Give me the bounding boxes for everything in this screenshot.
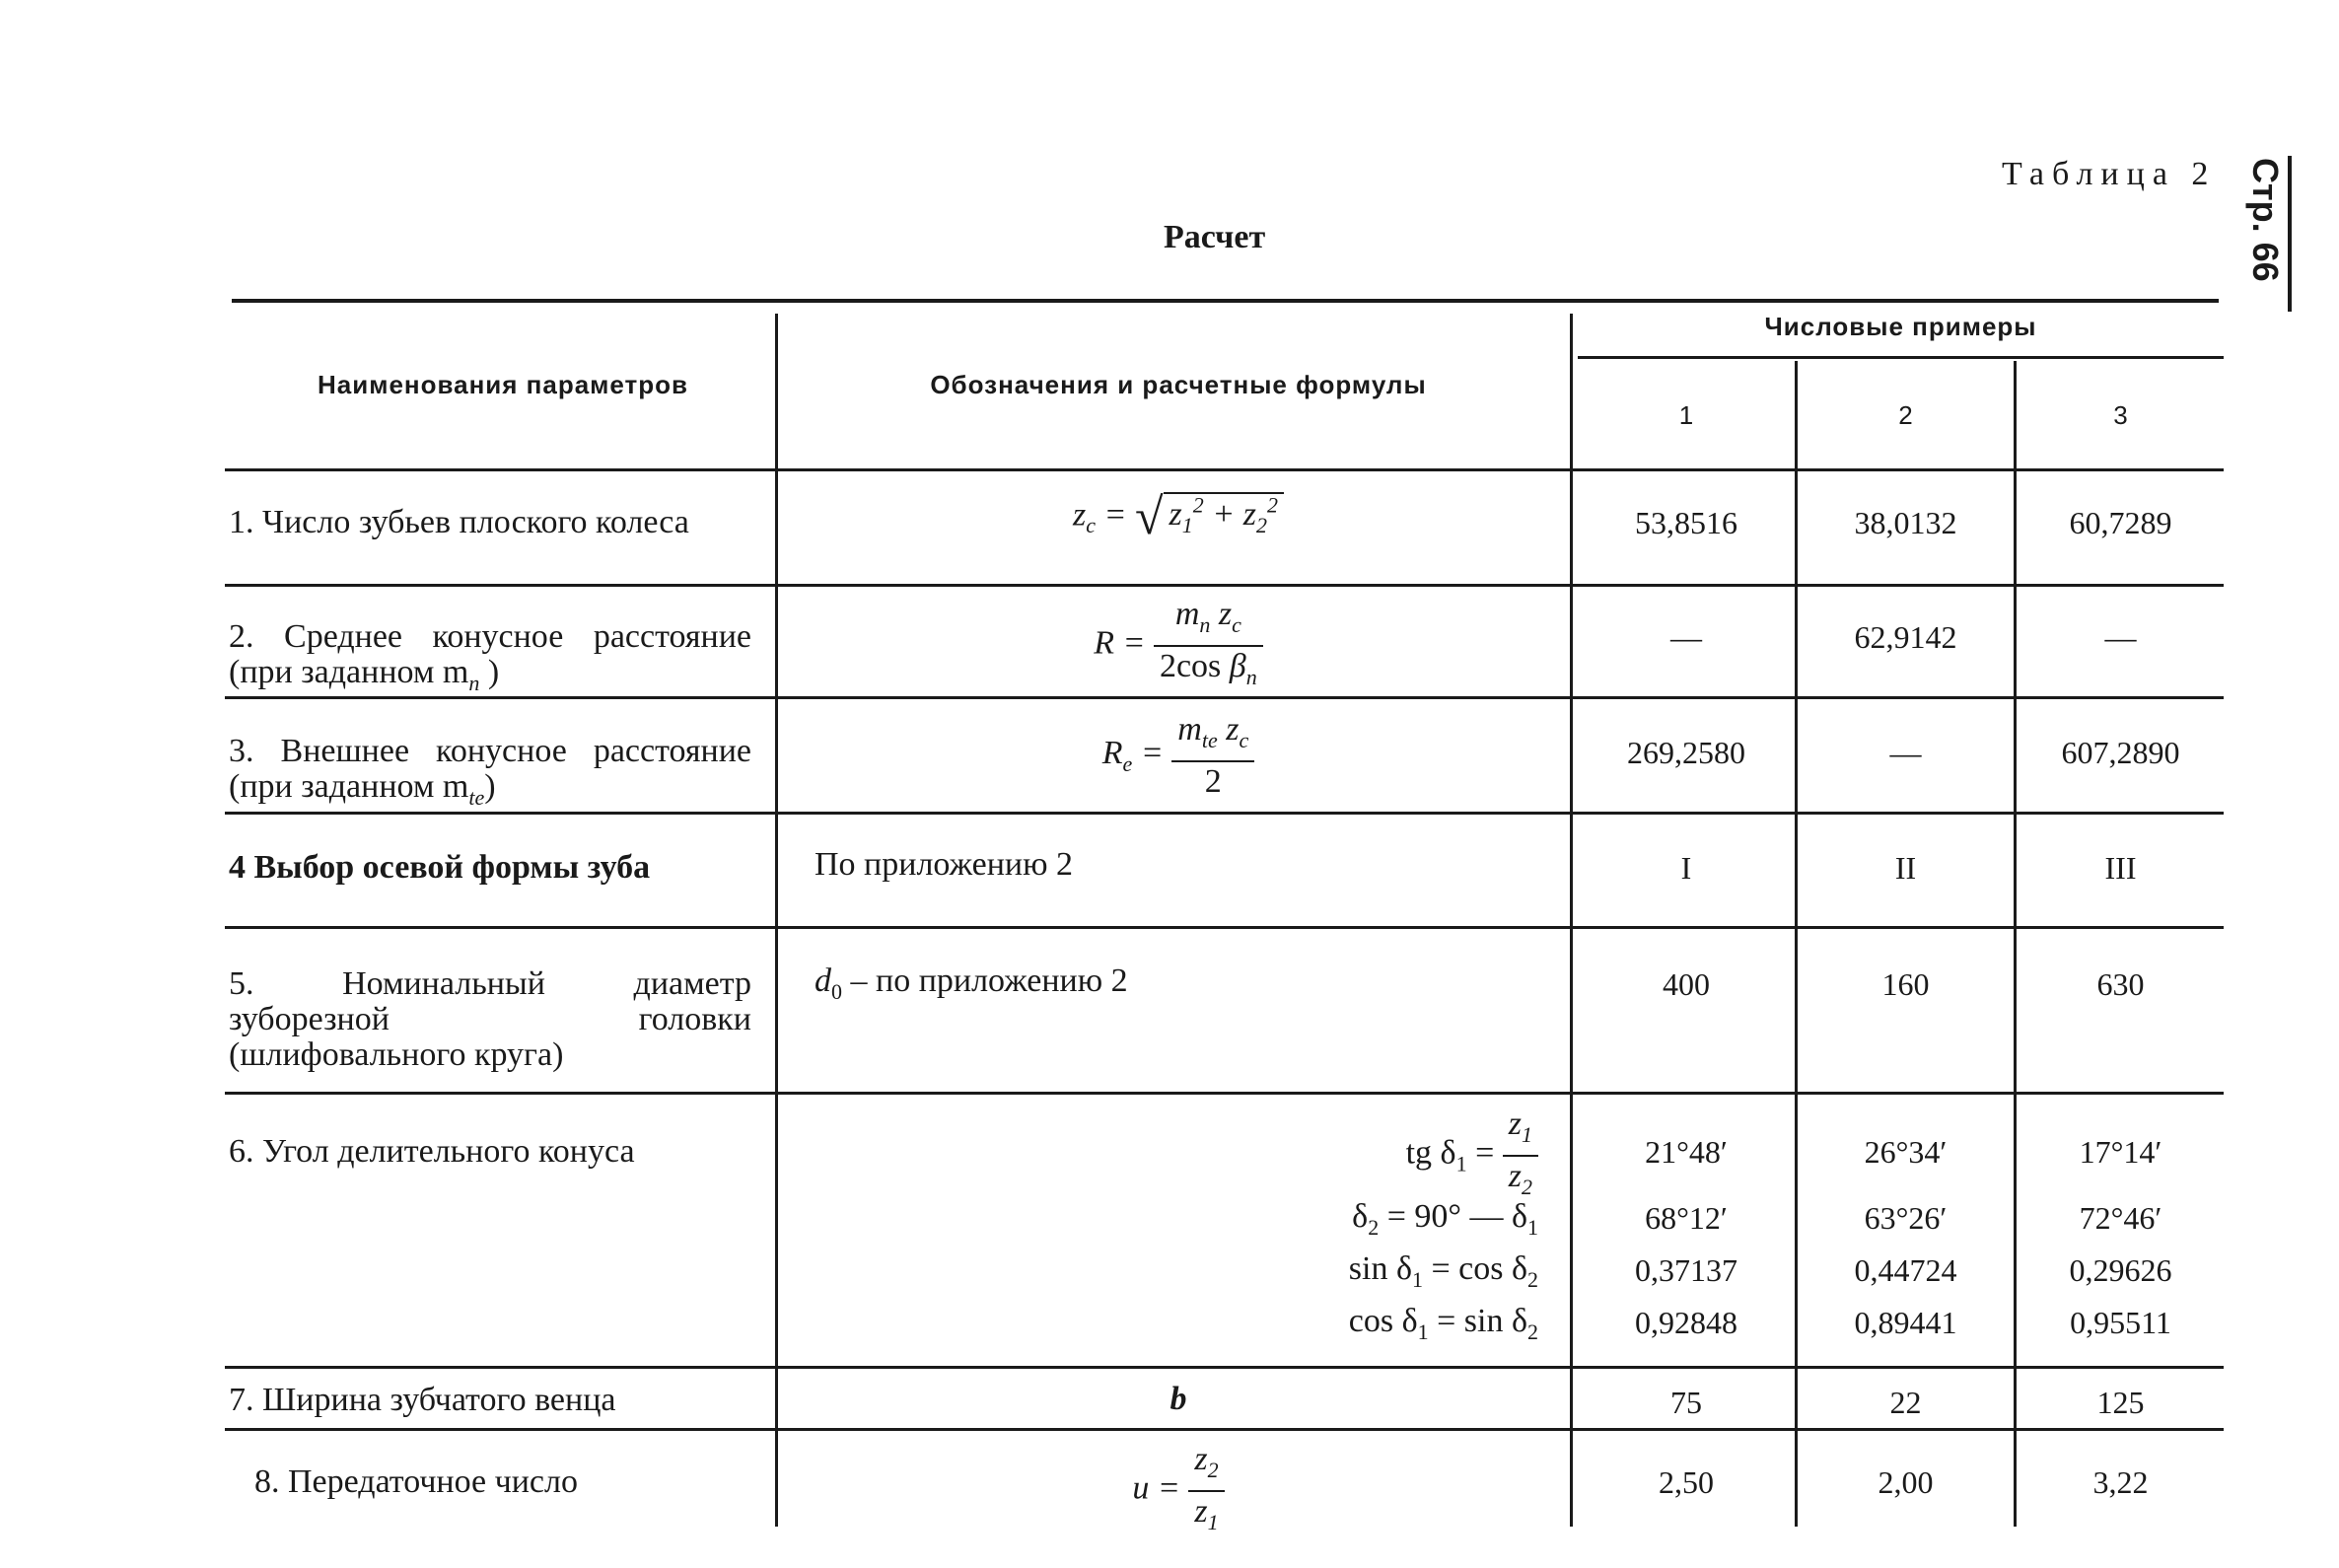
header-examples: Числовые примеры <box>1764 312 2037 341</box>
row-6-line-1-value-2: 26°34′ <box>1864 1134 1948 1170</box>
row-rule-6 <box>225 1366 2224 1369</box>
row-6-formula-3: $\sin \delta_1 = \cos \delta_2$ <box>1348 1250 1538 1292</box>
row-2-formula: R = $\frac{m_n z_c}{2\cos \beta_n}$ <box>789 595 1568 697</box>
row-8-value-2: 2,00 <box>1878 1464 1934 1500</box>
row-7-name: 7. Ширина зубчатого венца <box>229 1382 616 1418</box>
row-7-value-3: 125 <box>2096 1385 2145 1420</box>
row-2-name: 2. Среднее конусное расстояние (при заданном $m_n$ ) <box>229 618 751 695</box>
row-4-value-2: II <box>1894 850 1917 886</box>
header-parameter-names: Наименования параметров <box>317 370 689 399</box>
row-1-value-3: 60,7289 <box>2069 505 2172 540</box>
header-example-2: 2 <box>1898 400 1913 430</box>
row-4-formula-text: По приложению 2 <box>815 846 1073 883</box>
row-6-line-4-value-3: 0,95511 <box>2070 1305 2171 1340</box>
table-title: Расчет <box>1164 219 1266 255</box>
row-6-line-3-value-2: 0,44724 <box>1854 1252 1957 1288</box>
row-6-line-1-value-3: 17°14′ <box>2079 1134 2162 1170</box>
row-4-name: 4 Выбор осевой формы зуба <box>229 849 651 886</box>
col-divider-2 <box>1570 314 1573 1527</box>
col-divider-1 <box>775 314 778 1527</box>
row-6-formula-2: $\delta_2 = 90^\circ$ — $\delta_1$ <box>1352 1198 1538 1240</box>
row-8-value-1: 2,50 <box>1659 1464 1714 1500</box>
col-divider-3 <box>1795 361 1798 1527</box>
row-2-value-1: — <box>1670 619 1702 655</box>
row-rule-4 <box>225 926 2224 929</box>
row-6-name: 6. Угол делительного конуса <box>229 1133 635 1170</box>
row-6-formula-4: $\cos \delta_1 = \sin \delta_2$ <box>1348 1303 1538 1344</box>
row-rule-1 <box>225 584 2224 587</box>
row-7-formula: b <box>1170 1381 1187 1417</box>
row-7-value-1: 75 <box>1670 1385 1702 1420</box>
row-6-line-4-value-1: 0,92848 <box>1635 1305 1737 1340</box>
row-5-value-2: 160 <box>1881 966 1930 1002</box>
row-5-value-1: 400 <box>1663 966 1710 1002</box>
row-2-value-3: — <box>2104 619 2137 655</box>
header-example-3: 3 <box>2113 400 2128 430</box>
row-6-line-3-value-1: 0,37137 <box>1635 1252 1737 1288</box>
row-8-value-3: 3,22 <box>2092 1464 2149 1500</box>
row-3-formula: $R_e$ = $\frac{m_{te} z_c}{2}$ <box>789 710 1568 802</box>
row-4-value-1: I <box>1680 850 1692 886</box>
row-3-value-3: 607,2890 <box>2061 735 2180 770</box>
row-4-value-3: III <box>2104 850 2137 886</box>
col-divider-4 <box>2014 361 2017 1527</box>
row-7-value-2: 22 <box>1889 1385 1922 1420</box>
row-1-name: 1. Число зубьев плоского колеса <box>229 504 689 540</box>
row-1-value-1: 53,8516 <box>1635 505 1737 540</box>
row-6-line-2-value-2: 63°26′ <box>1864 1200 1948 1236</box>
page-number-bar <box>2288 156 2292 312</box>
row-1-value-2: 38,0132 <box>1854 505 1957 540</box>
row-6-line-3-value-3: 0,29626 <box>2069 1252 2172 1288</box>
table-label: Таблица 2 <box>2002 156 2217 192</box>
row-6-line-4-value-2: 0,89441 <box>1854 1305 1957 1340</box>
row-3-value-1: 269,2580 <box>1627 735 1745 770</box>
row-6-line-1-value-1: 21°48′ <box>1645 1134 1728 1170</box>
header-bottom-rule <box>225 468 2224 471</box>
row-1-formula: $z_c$ = √ $z_1^2 + z_2^2$ <box>789 488 1568 546</box>
header-formulas: Обозначения и расчетные формулы <box>930 370 1427 399</box>
examples-rule <box>1578 356 2224 359</box>
row-6-line-2-value-1: 68°12′ <box>1645 1200 1728 1236</box>
row-3-value-2: — <box>1889 735 1922 770</box>
row-rule-5 <box>225 1092 2224 1095</box>
row-8-name: 8. Передаточное число <box>254 1463 578 1500</box>
page-number: Стр. 66 <box>2245 158 2286 282</box>
row-6-formula-1: tg $\delta_1$ = $\frac{z_1}{z_2}$ <box>986 1105 1538 1207</box>
row-3-name: 3. Внешнее конусное расстояние (при заданном $m_{te}$) <box>229 733 751 810</box>
row-5-formula-text: $d_0$ – по приложению 2 <box>815 962 1128 1004</box>
row-6-line-2-value-3: 72°46′ <box>2079 1200 2162 1236</box>
row-2-value-2: 62,9142 <box>1854 619 1957 655</box>
row-8-formula: u = $\frac{z_2}{z_1}$ <box>789 1440 1568 1542</box>
top-rule <box>232 299 2219 303</box>
row-5-value-3: 630 <box>2096 966 2145 1002</box>
row-rule-7 <box>225 1428 2224 1431</box>
header-example-1: 1 <box>1678 400 1694 430</box>
row-5-name: 5. Номинальный диаметр зуборезной головки (шлифовального круга) <box>229 965 751 1073</box>
